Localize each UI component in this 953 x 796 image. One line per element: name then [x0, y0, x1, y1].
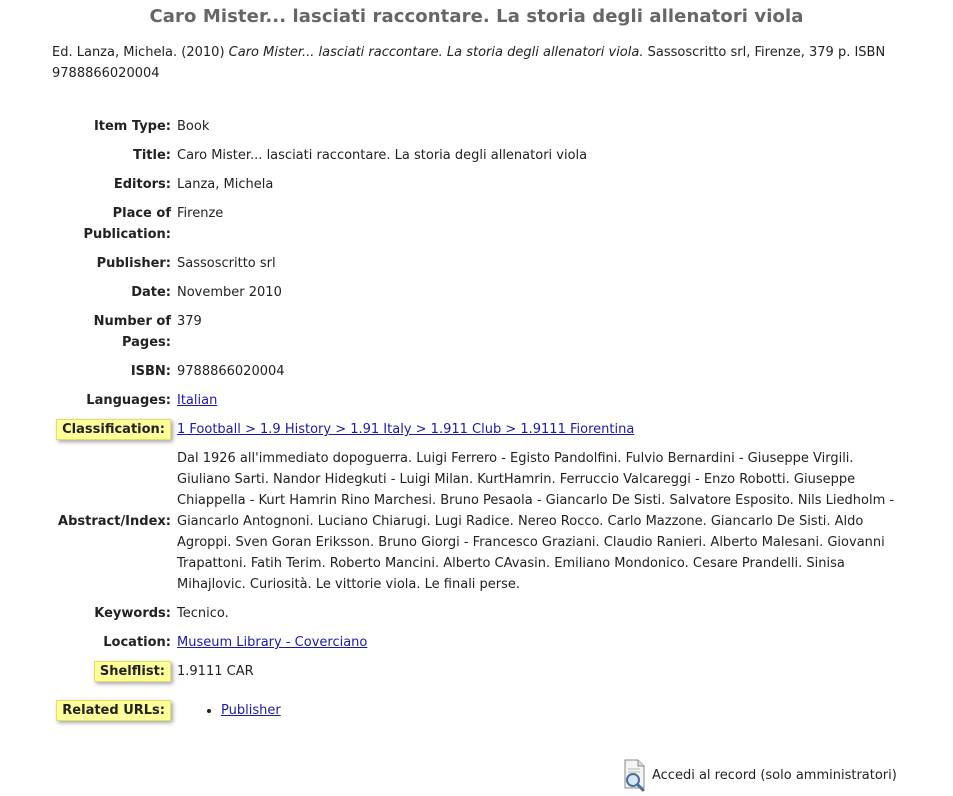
value-date: November 2010: [177, 285, 282, 300]
label-pages: [48, 307, 177, 357]
citation: [52, 42, 912, 84]
admin-access-label[interactable]: Accedi al record (solo amministratori): [652, 767, 897, 783]
label-related-urls: Related URLs:: [56, 700, 171, 721]
label-languages: Languages:: [86, 393, 171, 408]
row-date: [48, 278, 897, 307]
languages-link[interactable]: Italian: [177, 393, 218, 408]
label-abstract: Abstract/Index:: [58, 514, 171, 529]
label-place-line1: Place of: [112, 206, 171, 221]
metadata-table: [48, 112, 897, 725]
row-title: [48, 141, 897, 170]
value-editors: Lanza, Michela: [177, 177, 274, 192]
label-classification: Classification:: [56, 419, 171, 440]
label-place: [48, 199, 177, 249]
row-related-urls: [48, 686, 897, 725]
citation-suffix: Sassoscritto srl, Firenze, 379 p. ISBN 9788866020004: [52, 45, 886, 81]
row-publisher: [48, 249, 897, 278]
label-item-type: Item Type:: [93, 119, 171, 134]
value-pages: 379: [177, 314, 202, 329]
row-editors: [48, 170, 897, 199]
citation-prefix: Ed. Lanza, Michela. (2010): [52, 45, 229, 60]
label-date: Date:: [131, 285, 171, 300]
row-item-type: [48, 112, 897, 141]
page-title: Caro Mister... lasciati raccontare. La storia degli allenatori viola: [149, 6, 804, 27]
row-shelflist: [48, 657, 897, 686]
document-search-icon[interactable]: [622, 758, 648, 792]
row-place: [48, 199, 897, 249]
label-editors: Editors:: [113, 177, 171, 192]
admin-access[interactable]: [622, 758, 897, 792]
value-isbn: 9788866020004: [177, 364, 285, 379]
label-isbn: ISBN:: [130, 364, 171, 379]
row-languages: [48, 386, 897, 415]
label-title: Title:: [132, 148, 171, 163]
value-title: Caro Mister... lasciati raccontare. La storia degli allenatori viola: [177, 148, 588, 163]
value-keywords: Tecnico.: [177, 606, 229, 621]
row-location: [48, 628, 897, 657]
value-place: Firenze: [177, 206, 224, 221]
row-keywords: [48, 599, 897, 628]
publisher-url-link[interactable]: Publisher: [221, 703, 281, 718]
row-abstract: [48, 444, 897, 599]
list-item: [221, 700, 897, 721]
row-classification: [48, 415, 897, 444]
label-location: Location:: [103, 635, 171, 650]
value-abstract: Dal 1926 all'immediato dopoguerra. Luigi Ferrero - Egisto Pandolfini. Fulvio Bernardini - Giuseppe Virgili. Giuliano Sarti. Nandor Hidegkuti - Luigi Milan. KurtHamrin. Ferruccio Valcareggi - Enzo Robotti. Giuseppe Chiappella - Kurt Hamrin Rino Marchesi. Bruno Pesaola - Giancarlo De Sisti. Salvatore Esposito. Nils Liedholm - Giancarlo Antognoni. Luciano Chiarugi. Lugi Radice. Nereo Rocco. Carlo Mazzone. Giancarlo De Sisti. Aldo Agroppi. Sven Goran Eriksson. Bruno Giorgi - Francesco Graziani. Claudio Ranieri. Alberto Malesani. Giovanni Trapattoni. Fatih Terim. Roberto Mancini. Alberto CAvasin. Emiliano Mondonico. Cesare Prandelli. Sinisa Mihajlovic. Curiosità. Le vittorie viola. Le finali perse.: [177, 451, 895, 592]
label-pages-line2: Pages:: [121, 335, 171, 350]
row-pages: [48, 307, 897, 357]
label-shelflist: Shelflist:: [94, 661, 171, 682]
classification-link[interactable]: 1 Football > 1.9 History > 1.91 Italy > 1.911 Club > 1.9111 Fiorentina: [177, 422, 635, 437]
value-item-type: Book: [177, 119, 210, 134]
related-urls-list: [177, 700, 897, 721]
label-publisher: Publisher:: [96, 256, 171, 271]
label-keywords: Keywords:: [94, 606, 171, 621]
location-link[interactable]: Museum Library - Coverciano: [177, 635, 368, 650]
citation-title: Caro Mister... lasciati raccontare. La storia degli allenatori viola.: [228, 45, 644, 60]
label-pages-line1: Number of: [93, 314, 171, 329]
row-isbn: [48, 357, 897, 386]
value-publisher: Sassoscritto srl: [177, 256, 276, 271]
value-shelflist: 1.9111 CAR: [177, 664, 254, 679]
label-place-line2: Publication:: [83, 227, 171, 242]
